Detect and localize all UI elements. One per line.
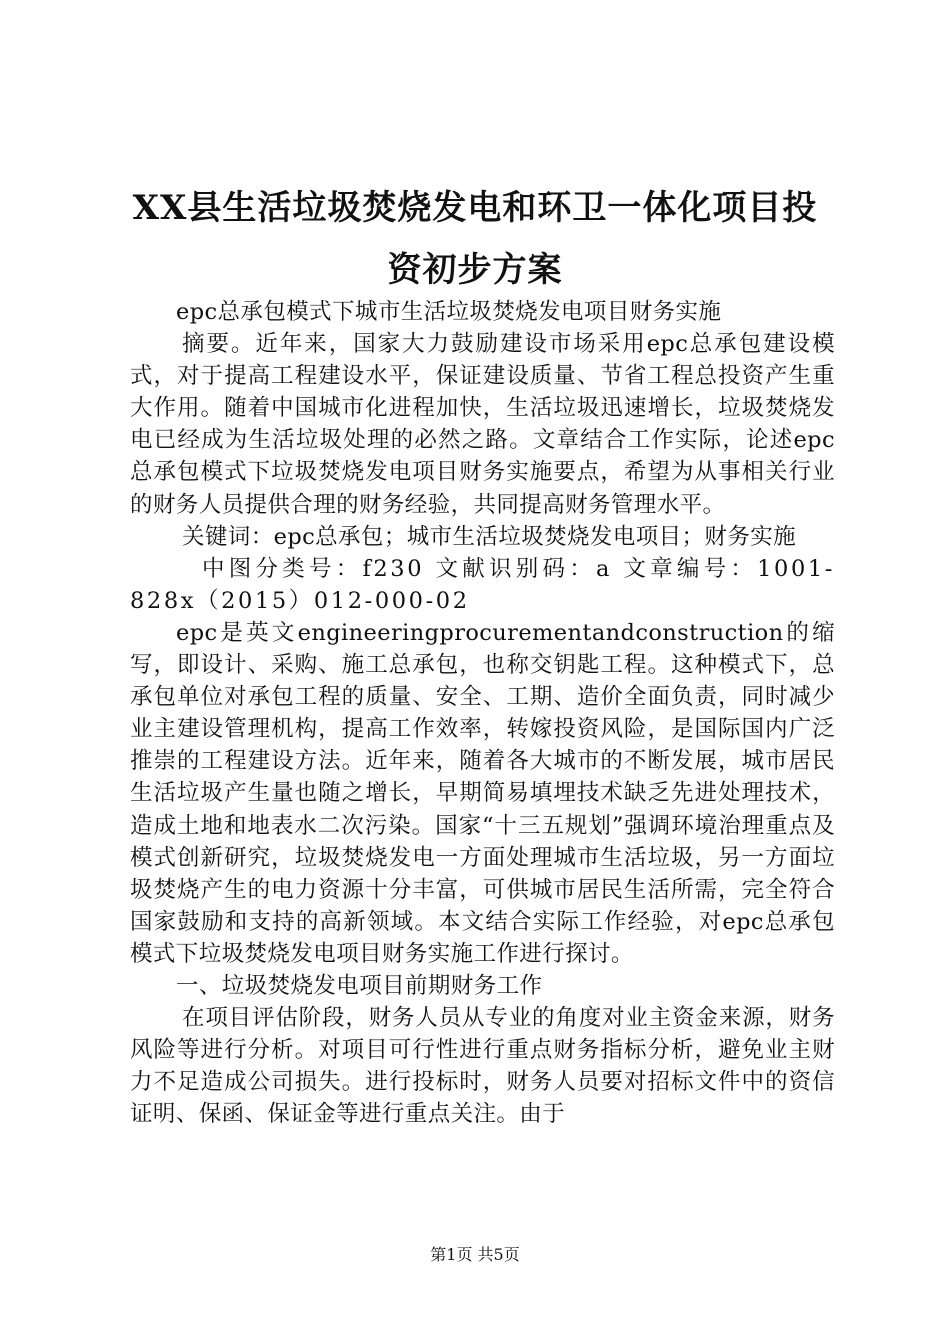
classification-paragraph: 中图分类号：f230 文献识别码：a 文章编号：1001-828x（2015）012-000-02 xyxy=(130,555,835,614)
keywords-paragraph: 关键词：epc总承包；城市生活垃圾焚烧发电项目；财务实施 xyxy=(182,523,797,550)
page-footer: 第1页 共5页 xyxy=(430,1245,520,1264)
article-heading: epc总承包模式下城市生活垃圾焚烧发电项目财务实施 xyxy=(176,299,722,325)
section-1-paragraph: 在项目评估阶段，财务人员从专业的角度对业主资金来源，财务风险等进行分析。对项目可行性进行重点财务指标分析，避免业主财力不足造成公司损失。进行投标时，财务人员要对招标文件中的资信证明、保函、保证金等进行重点关注。由于 xyxy=(130,1005,835,1128)
intro-paragraph: epc是英文engineeringprocurementandconstruction的缩写，即设计、采购、施工总承包，也称交钥匙工程。这种模式下，总承包单位对承包工程的质量、安全、工期、造价全面负责，同时减少业主建设管理机构，提高工作效率，转嫁投资风险，是国际国内广泛推崇的工程建设方法。近年来，随着各大城市的不断发展，城市居民生活垃圾产生量也随之增长，早期简易填埋技术缺乏先进处理技术，造成土地和地表水二次污染。国家“十三五规划”强调环境治理重点及模式创新研究，垃圾焚烧发电一方面处理城市生活垃圾，另一方面垃圾焚烧产生的电力资源十分丰富，可供城市居民生活所需，完全符合国家鼓励和支持的高新领域。本文结合实际工作经验，对epc总承包模式下垃圾焚烧发电项目财务实施工作进行探讨。 xyxy=(130,619,835,967)
document-body xyxy=(130,296,835,1130)
document-title-line-1: XX县生活垃圾焚烧发电和环卫一体化项目投 xyxy=(132,188,818,228)
document-title-line-2: 资初步方案 xyxy=(387,250,563,290)
abstract-paragraph: 摘要。近年来，国家大力鼓励建设市场采用epc总承包建设模式，对于提高工程建设水平，保证建设质量、节省工程总投资产生重大作用。随着中国城市化进程加快，生活垃圾迅速增长，垃圾焚烧发电已经成为生活垃圾处理的必然之路。文章结合工作实际，论述epc总承包模式下垃圾焚烧发电项目财务实施要点，希望为从事相关行业的财务人员提供合理的财务经验，共同提高财务管理水平。 xyxy=(130,331,835,518)
section-heading-1: 一、垃圾焚烧发电项目前期财务工作 xyxy=(176,972,543,999)
